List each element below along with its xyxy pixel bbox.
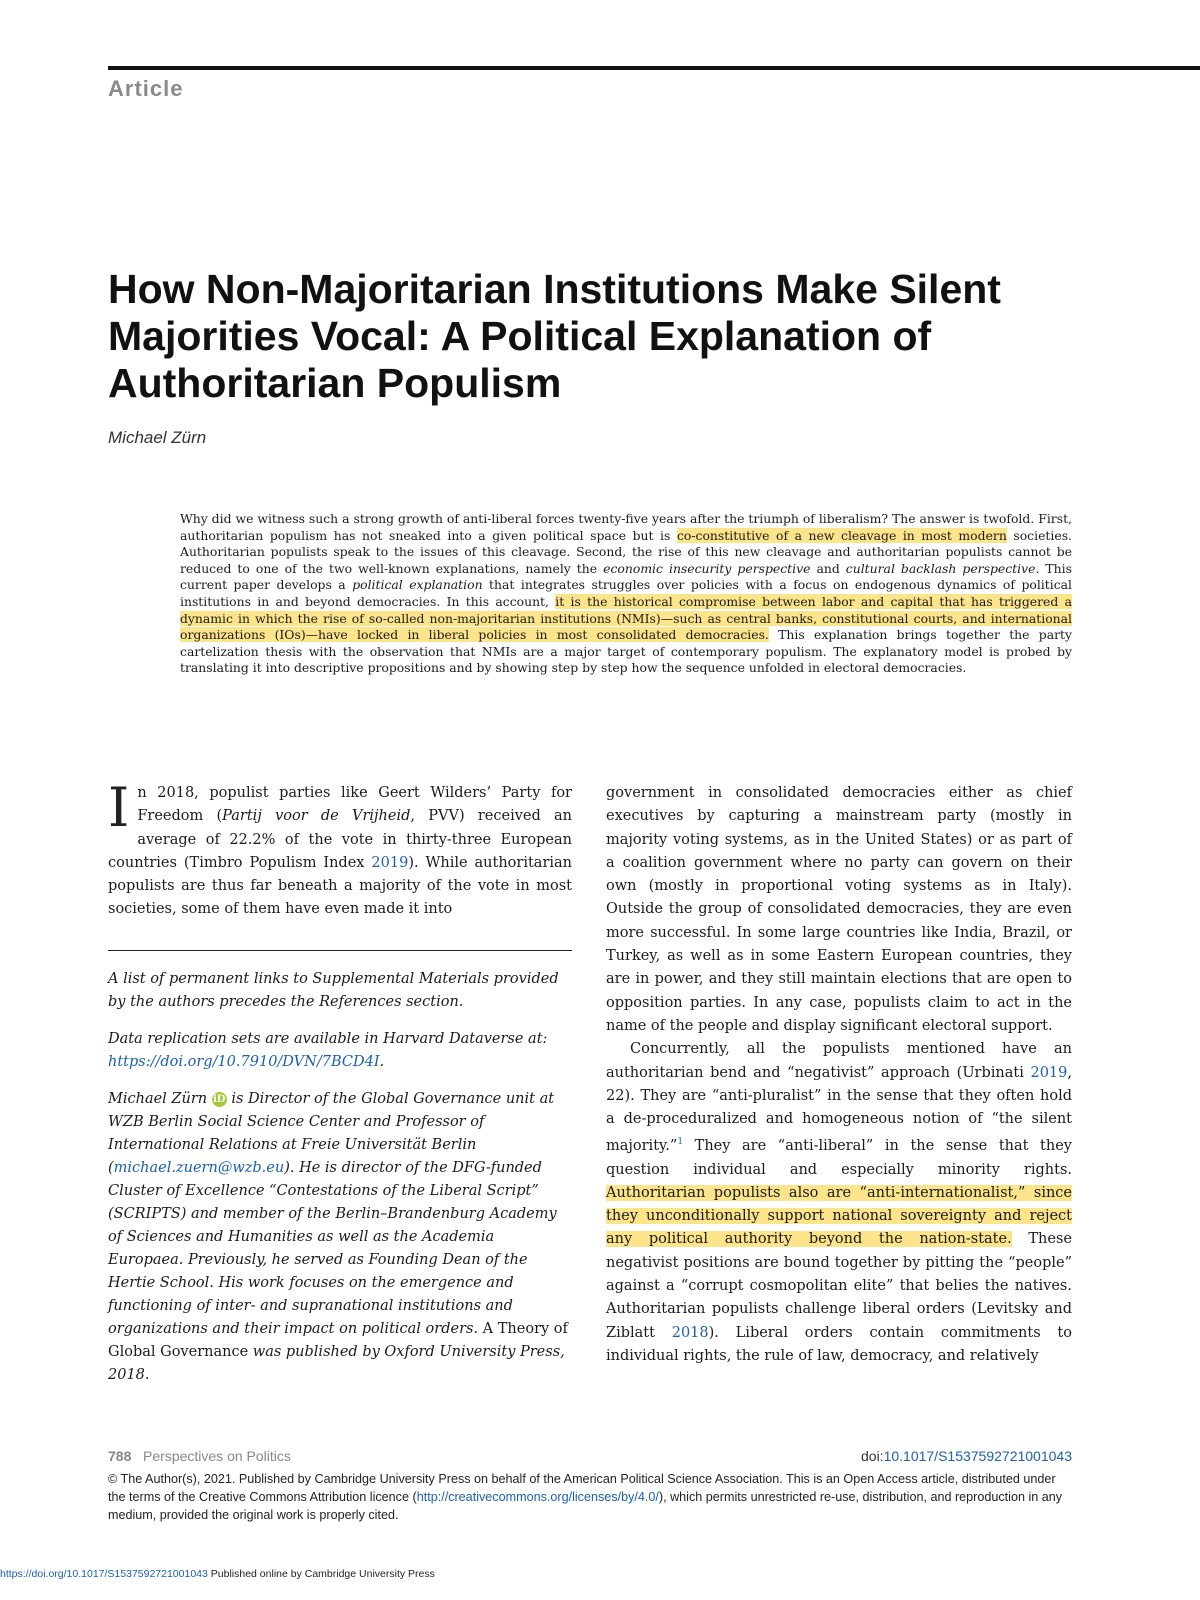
citation-link[interactable]: 2019 [371,854,409,871]
page-footer [108,1448,1072,1464]
doi-link[interactable]: 10.1017/S1537592721001043 [883,1448,1072,1464]
author-name: Michael Zürn [108,428,207,447]
orcid-icon[interactable]: iD [212,1094,226,1105]
abstract-highlight-2: it is the historical compromise between labor and capital that has triggered a dynamic in which the rise of so-called non-majoritarian institutions (NMIs)—such as central banks, constitutional courts, and international organizations (IOs)—have locked in liberal policies in most consolidated democracies. [180,593,1072,643]
footnote-divider [108,950,572,951]
section-label: Article [108,76,184,101]
license-statement [108,1470,1072,1524]
bio-text: ). He is director of the DFG-funded Cluster of Excellence “Contestations of the Liberal Script” (SCRIPTS) and member of the Berlin–Brandenburg Academy of Sciences and Humanities as well as the Academia Europaea. Previously, he served as Founding Dean of the Hertie School. His work focuses on the emergence and functioning of inter- and supranational institutions and organizations and their impact on political orders. [108,1160,557,1337]
bio-name: Michael Zürn [108,1091,208,1107]
doi-prefix: doi: [861,1448,884,1464]
license-link[interactable]: http://creativecommons.org/licenses/by/4.0/ [416,1490,659,1504]
page-number: 788 [108,1448,132,1464]
body-text: They are “anti-liberal” in the sense that they question individual and especially minority rights. [606,1138,1072,1178]
abstract-italic: economic insecurity perspective [603,560,811,576]
bottom-doi-link[interactable]: https://doi.org/10.1017/S1537592721001043 [0,1568,208,1580]
license-text: © The Author(s), 2021. Published by Cambridge University Press on behalf of the American Political Science Association. This is an Open Access article, distributed under the terms of the Creative Commons Attribution licence ( [108,1472,1056,1504]
abstract-text: . This current paper develops a [180,560,1072,593]
body-text: These negativist positions are bound together by pitting the “people” against a “corrupt cosmopolitan elite” that belies the natives. Authoritarian populists challenge liberal orders (Levitsky and Ziblatt [606,1231,1072,1341]
abstract-italic: political explanation [352,577,483,593]
body-text: ). While authoritarian populists are thus far beneath a majority of the vote in most societies, some of them have even made it into [108,854,572,918]
supplemental-note: A list of permanent links to Supplemental Materials provided by the authors precedes the References section. [108,971,559,1010]
body-highlight: Authoritarian populists also are “anti-internationalist,” since they unconditionally support national sovereignty and reject any political authority beyond the nation-state. [606,1184,1072,1248]
dataverse-link[interactable]: https://doi.org/10.7910/DVN/7BCD4I [108,1054,380,1070]
body-text: ). Liberal orders contain commitments to individual rights, the rule of law, democracy, and relatively [606,1324,1072,1364]
license-text: ), which permits unrestricted re-use, distribution, and reproduction in any medium, provided the original work is properly cited. [108,1490,1063,1522]
bio-text: is Director of the Global Governance unit at WZB Berlin Social Science Center and Professor of International Relations at Freie Universität Berlin ( [108,1091,555,1176]
body-column-right [606,782,1072,1368]
body-text: , PVV) received an average of 22.2% of the vote in thirty-three European countries (Timbro Populism Index [108,808,572,871]
front-notes [108,968,572,1401]
abstract-text: Why did we witness such a strong growth of anti-liberal forces twenty-five years after the triumph of liberalism? The answer is twofold. First, authoritarian populism has not sneaked into a given political space but is [180,511,1072,543]
abstract-text: that integrates struggles over policies with a focus on endogenous dynamics of political institutions in and beyond democracies. In this account, [180,577,1072,609]
abstract-highlight-1: co-constitutive of a new cleavage in most modern [676,527,1007,543]
body-italic: Partij voor de Vrijheid [222,808,411,825]
body-paragraph [606,1038,1072,1368]
article-title: How Non-Majoritarian Institutions Make Silent Majorities Vocal: A Political Explanation of Authoritarian Populism [108,266,1001,406]
publisher-text: Published online by Cambridge University Press [207,1568,435,1580]
author-bio [108,1088,572,1387]
publisher-line [0,1568,435,1580]
body-paragraph [108,776,572,922]
body-paragraph: government in consolidated democracies either as chief executives by capturing a mainstream party (mostly in majority voting systems, as in the United States) or as part of a coalition government where no party can govern on their own (mostly in proportional voting systems as in Italy). Outside the group of consolidated democracies, they are even more successful. In some large countries like India, Brazil, or Turkey, as well as in some Eastern European countries, they are in power, and they still maintain elections that are open to opposition parties. In any case, populists claim to act in the name of the people and display significant electoral support. [606,785,1072,1034]
body-text: Concurrently, all the populists mentioned have an authoritarian bend and “negativist” approach (Urbinati [606,1041,1072,1081]
abstract-italic: cultural backlash perspective [845,560,1036,576]
book-title: A Theory of Global Governance [108,1321,568,1360]
email-link[interactable]: michael.zuern@wzb.eu [113,1160,285,1176]
citation-link[interactable]: 2019 [1030,1064,1068,1081]
abstract-text: and [810,560,846,576]
abstract-text: This explanation brings together the party cartelization thesis with the observation that NMIs are a major target of contemporary populism. The explanatory model is probed by translating it into descriptive propositions and by showing step by step how the sequence unfolded in electoral democracies. [180,627,1072,676]
body-text: , 22). They are “anti-pluralist” in the sense that they often hold a de-proceduralized and homogeneous notion of “the silent majority.” [606,1064,1072,1155]
note-text: Data replication sets are available in Harvard Dataverse at: [108,1031,548,1047]
body-text: n 2018, populist parties like Geert Wilders’ Party for Freedom ( [137,785,572,825]
data-note [108,1028,572,1074]
journal-name: Perspectives on Politics [143,1448,291,1464]
note-text: . [379,1054,385,1070]
footnote-ref[interactable]: 1 [677,1137,684,1148]
header-rule [108,66,1200,70]
abstract-text: societies. Authoritarian populists speak to the issues of this cleavage. Second, the rise of this new cleavage and authoritarian populists cannot be reduced to one of the two well-known explanations, namely the [180,527,1072,576]
body-column-left [108,776,572,922]
citation-link[interactable]: 2018 [671,1324,709,1341]
drop-cap: I [108,776,130,839]
abstract [180,511,1072,677]
bio-text: was published by Oxford University Press, 2018. [108,1344,565,1383]
doi [861,1448,1072,1464]
